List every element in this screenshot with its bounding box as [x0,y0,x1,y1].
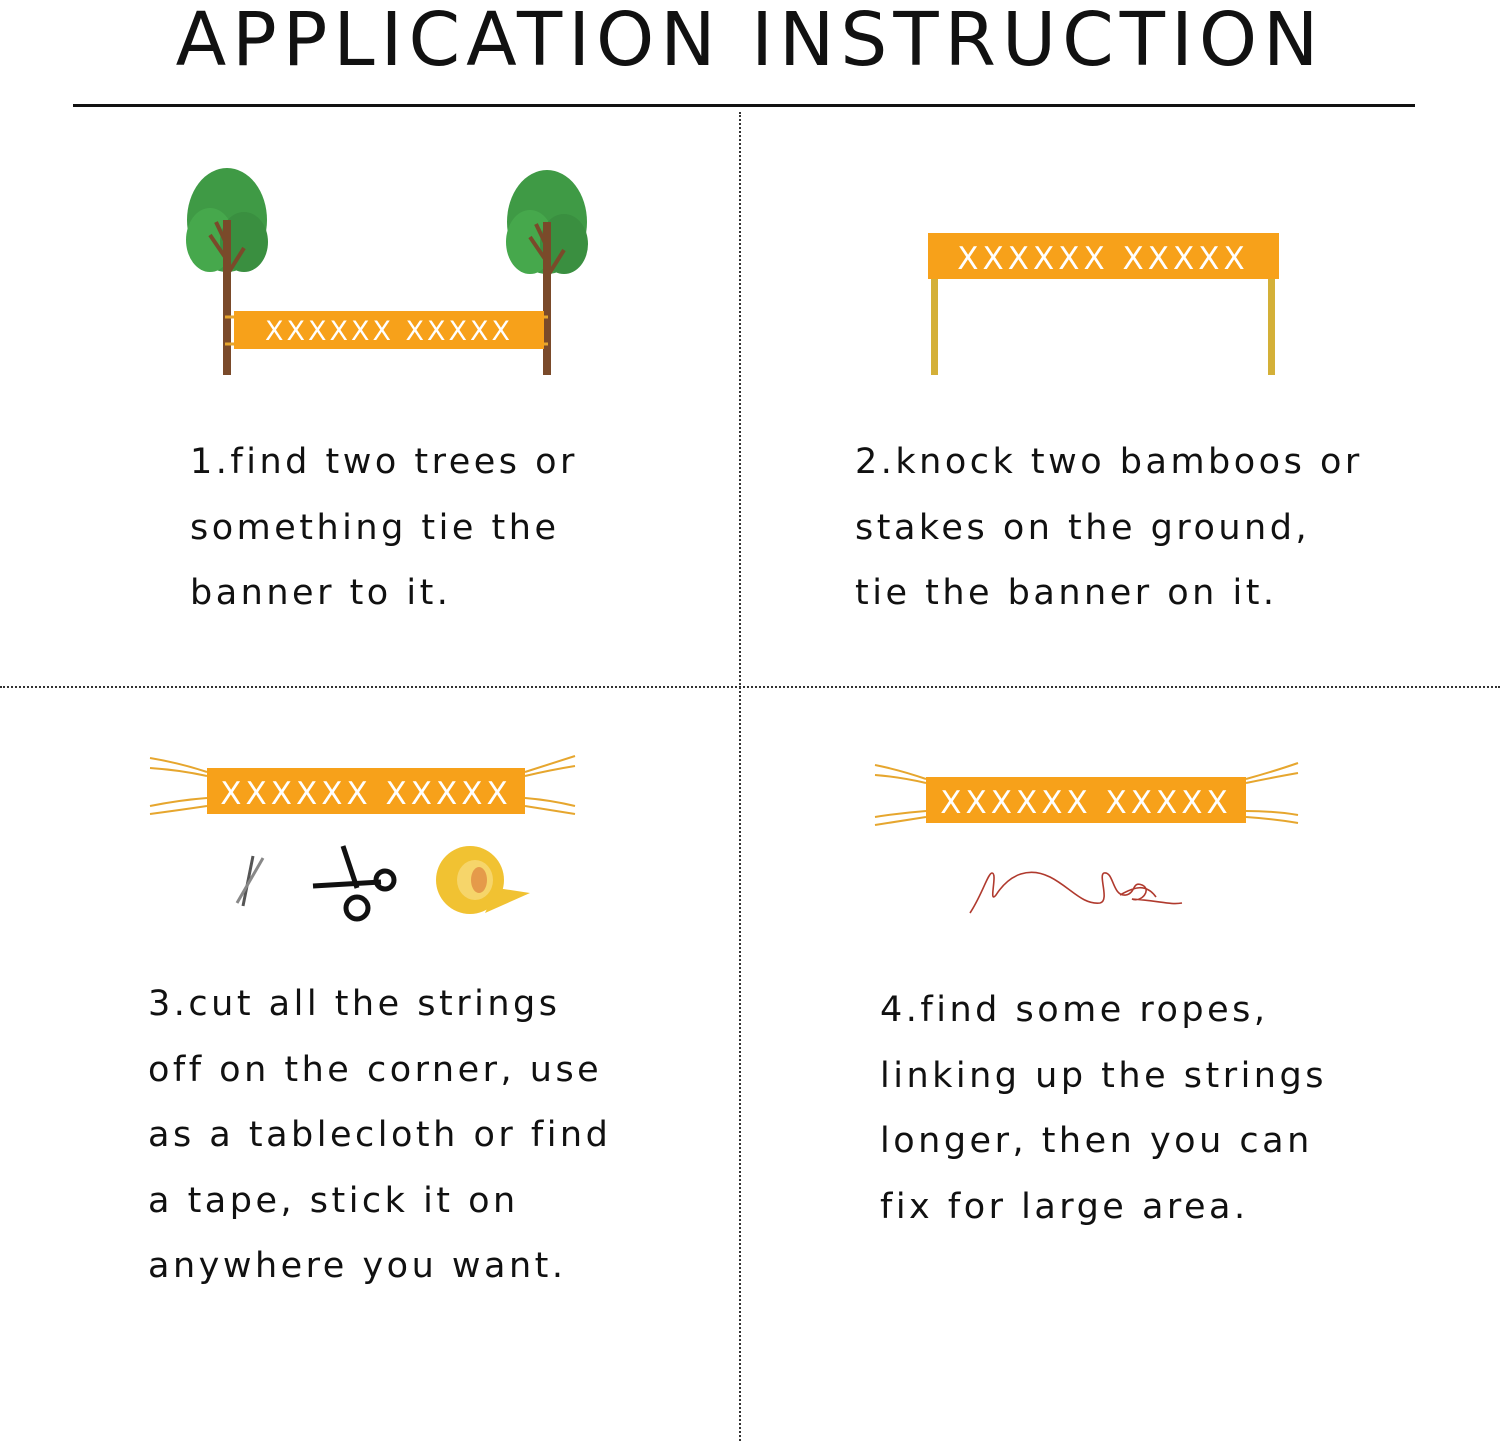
step-1-line: something tie the [190,507,560,548]
step-3-line: 3.cut all the strings [148,984,561,1024]
tape-icon [436,846,530,914]
step-1-line: 1.find two trees or [190,442,578,482]
step-4-text [880,978,1327,1240]
step-3-line: as a tablecloth or find [148,1115,612,1155]
step-4-line: fix for large area. [880,1186,1249,1227]
step-2-line: stakes on the ground, [855,507,1311,548]
banner-text: XXXXXX XXXXX [940,785,1232,821]
step-4-line: linking up the strings [880,1055,1327,1096]
step-4-line: 4.find some ropes, [880,990,1269,1030]
step-3-line: anywhere you want. [148,1246,567,1286]
banner-text: XXXXXX XXXXX [264,316,514,347]
banner-rope-illustration [870,755,1310,925]
title-underline [73,104,1415,107]
bamboo-stake [1268,275,1275,375]
step-4-line: longer, then you can [880,1121,1313,1161]
step-2-line: 2.knock two bamboos or [855,442,1363,482]
bamboo-banner-illustration [925,225,1285,380]
trees-banner-illustration [180,160,600,385]
step-3-text [148,972,611,1300]
banner-text: XXXXXX XXXXX [957,241,1249,277]
step-1-text [190,430,578,627]
step-1-line: banner to it. [190,573,452,613]
vertical-divider [739,112,741,1441]
step-2-line: tie the banner on it. [855,573,1278,613]
bamboo-stake [931,275,938,375]
horizontal-divider [0,686,1500,688]
step-3-line: a tape, stick it on [148,1180,519,1221]
page-title: APPLICATION INSTRUCTION [175,0,1325,83]
rope-icon [970,872,1182,913]
banner-text: XXXXXX XXXXX [220,776,512,812]
needle-icon [237,856,263,906]
step-3-line: off on the corner, use [148,1049,603,1090]
scissors-icon [313,846,394,919]
banner-tools-illustration [145,748,585,933]
step-2-text [855,430,1363,627]
